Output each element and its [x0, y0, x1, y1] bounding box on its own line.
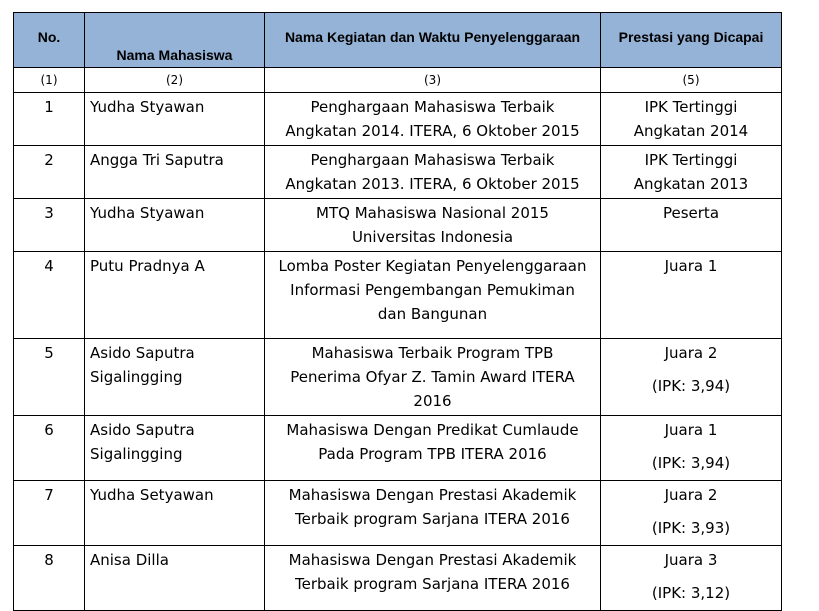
student-name [85, 339, 265, 416]
student-name-line: Anisa Dilla [90, 551, 169, 569]
row-number: 5 [14, 339, 85, 416]
activity-line: Terbaik program Sarjana ITERA 2016 [295, 510, 570, 528]
table-row [14, 481, 782, 546]
activity-name [265, 339, 601, 416]
table-row [14, 252, 782, 339]
student-name-line: Sigalingging [90, 445, 183, 463]
table-row [14, 199, 782, 252]
table-row [14, 546, 782, 611]
achievement-line: IPK Tertinggi [644, 98, 738, 116]
header-no: No. [14, 13, 85, 68]
student-name-line: Sigalingging [90, 368, 183, 386]
row-number: 8 [14, 546, 85, 611]
activity-name [265, 481, 601, 546]
ipk-value: (IPK: 3,94) [651, 377, 731, 395]
activity-name [265, 416, 601, 481]
header-kegiatan: Nama Kegiatan dan Waktu Penyelenggaraan [265, 13, 601, 68]
activity-name [265, 199, 601, 252]
achievement [601, 252, 782, 339]
activity-line: Mahasiswa Terbaik Program TPB [311, 344, 554, 362]
student-name-line: Putu Pradnya A [90, 257, 205, 275]
achievement-line: Juara 2 [664, 344, 718, 362]
achievement-line: IPK Tertinggi [644, 151, 738, 169]
activity-name [265, 546, 601, 611]
index-cell: (2) [85, 68, 265, 93]
activity-line: 2016 [413, 392, 452, 410]
activity-line: Pada Program TPB ITERA 2016 [318, 445, 547, 463]
achievement-line: Juara 1 [664, 421, 718, 439]
student-name [85, 93, 265, 146]
ipk-value: (IPK: 3,93) [651, 519, 731, 537]
achievement [601, 146, 782, 199]
achievement-table [13, 12, 782, 611]
activity-line: MTQ Mahasiswa Nasional 2015 [316, 204, 549, 222]
achievement-line: Peserta [662, 204, 720, 222]
index-cell: (1) [14, 68, 85, 93]
student-name [85, 546, 265, 611]
achievement-line: Angkatan 2014 [633, 122, 749, 140]
activity-name [265, 146, 601, 199]
activity-line: Lomba Poster Kegiatan Penyelenggaraan [278, 257, 587, 275]
header-prestasi: Prestasi yang Dicapai [601, 13, 782, 68]
header-nama: Nama Mahasiswa [85, 13, 265, 68]
activity-line: Penghargaan Mahasiswa Terbaik [310, 98, 555, 116]
student-name-line: Asido Saputra [90, 344, 195, 362]
student-name [85, 252, 265, 339]
student-name [85, 199, 265, 252]
achievement [601, 199, 782, 252]
index-cell: (3) [265, 68, 601, 93]
student-name-line: Asido Saputra [90, 421, 195, 439]
activity-line: Universitas Indonesia [351, 228, 514, 246]
ipk-value: (IPK: 3,12) [651, 584, 731, 602]
achievement [601, 93, 782, 146]
achievement [601, 416, 782, 481]
header-row [14, 13, 782, 68]
student-name-line: Yudha Styawan [90, 204, 205, 222]
activity-line: Angkatan 2014. ITERA, 6 Oktober 2015 [285, 122, 580, 140]
achievement [601, 339, 782, 416]
activity-name [265, 93, 601, 146]
row-number: 1 [14, 93, 85, 146]
row-number: 4 [14, 252, 85, 339]
row-number: 7 [14, 481, 85, 546]
table-row [14, 339, 782, 416]
table-row [14, 416, 782, 481]
row-number: 6 [14, 416, 85, 481]
activity-line: Penghargaan Mahasiswa Terbaik [310, 151, 555, 169]
achievement-line: Juara 1 [664, 257, 718, 275]
achievement-line: Angkatan 2013 [633, 175, 749, 193]
activity-line: Penerima Ofyar Z. Tamin Award ITERA [290, 368, 575, 386]
achievement [601, 546, 782, 611]
index-cell: (5) [601, 68, 782, 93]
activity-line: Mahasiswa Dengan Prestasi Akademik [288, 486, 577, 504]
activity-line: Informasi Pengembangan Pemukiman [290, 281, 575, 299]
student-name [85, 481, 265, 546]
activity-line: Angkatan 2013. ITERA, 6 Oktober 2015 [285, 175, 580, 193]
row-number: 2 [14, 146, 85, 199]
activity-line: Terbaik program Sarjana ITERA 2016 [295, 575, 570, 593]
student-name [85, 146, 265, 199]
activity-line: dan Bangunan [377, 305, 488, 323]
activity-line: Mahasiswa Dengan Predikat Cumlaude [286, 421, 579, 439]
activity-line: Mahasiswa Dengan Prestasi Akademik [288, 551, 577, 569]
row-number: 3 [14, 199, 85, 252]
table-row [14, 146, 782, 199]
achievement-line: Juara 2 [664, 486, 718, 504]
achievement [601, 481, 782, 546]
activity-name [265, 252, 601, 339]
ipk-value: (IPK: 3,94) [651, 454, 731, 472]
achievement-line: Juara 3 [664, 551, 718, 569]
student-name-line: Angga Tri Saputra [90, 151, 224, 169]
student-name-line: Yudha Setyawan [90, 486, 214, 504]
student-name-line: Yudha Styawan [90, 98, 205, 116]
index-row [14, 68, 782, 93]
student-name [85, 416, 265, 481]
table-row [14, 93, 782, 146]
